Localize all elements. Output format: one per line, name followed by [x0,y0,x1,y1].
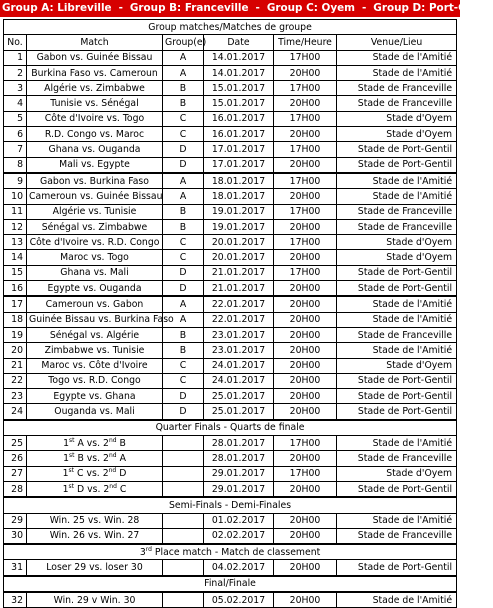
match-group: D [163,389,204,404]
match-group: D [163,265,204,280]
match-name: Cameroun vs. Guinée Bissau [27,189,163,204]
seed-ordinal: 2 [102,468,109,480]
match-number: 28 [4,481,27,497]
match-venue: Stade de Port-Gentil [337,281,457,297]
match-time: 20H00 [274,513,337,528]
match-venue: Stade d'Oyem [337,250,457,265]
match-name: Maroc vs. Côte d'Ivoire [27,358,163,373]
table-row [4,96,457,111]
match-name: Win. 29 v Win. 30 [27,592,163,608]
match-name: Côte d'Ivoire vs. Togo [27,111,163,126]
seed-ordinal: 1 [63,452,69,464]
match-date: 23.01.2017 [204,327,274,342]
seed-ordinal-suffix: nd [108,451,117,459]
table-row [4,265,457,280]
match-date: 14.01.2017 [204,50,274,65]
seed-group: C [76,468,84,480]
table-row [4,111,457,126]
match-number: 1 [4,50,27,65]
match-venue: Stade de l'Amitié [337,513,457,528]
match-group: D [163,157,204,173]
match-group-empty [163,451,204,466]
match-name: Gabon vs. Burkina Faso [27,173,163,189]
match-time: 17H00 [274,265,337,280]
seed-ordinal: 2 [103,437,109,449]
final-title-text: Final/Finale [204,578,256,590]
match-number: 29 [4,513,27,528]
match-number: 20 [4,343,27,358]
banner-group-3: Group C: Oyem [266,2,355,14]
match-group-empty [163,560,204,576]
banner-group-1: Group A: Libreville [2,2,112,14]
group-venues-banner [0,0,493,17]
third-place-title-text: Place match - Match de classement [151,546,321,558]
seed-ordinal-suffix: nd [108,436,117,444]
match-time: 20H00 [274,373,337,388]
match-time: 17H00 [274,204,337,219]
table-row [4,466,457,481]
match-date: 02.02.2017 [204,528,274,544]
match-time: 17H00 [274,142,337,157]
match-name: Ghana vs. Ouganda [27,142,163,157]
match-number: 19 [4,327,27,342]
match-group: B [163,81,204,96]
table-row [4,127,457,142]
table-row [4,204,457,219]
match-number: 23 [4,389,27,404]
match-number: 3 [4,81,27,96]
match-date: 23.01.2017 [204,343,274,358]
match-date: 21.01.2017 [204,265,274,280]
seed-ordinal-suffix: st [68,451,75,459]
match-venue: Stade de Port-Gentil [337,481,457,497]
match-venue: Stade de l'Amitié [337,65,457,80]
match-time: 20H00 [274,389,337,404]
match-venue: Stade de l'Amitié [337,50,457,65]
match-time: 20H00 [274,127,337,142]
quarter-finals-title-text: Quarter Finals - Quarts de finale [155,422,305,434]
match-date: 25.01.2017 [204,404,274,420]
match-time: 20H00 [274,281,337,297]
match-number: 17 [4,296,27,312]
match-venue: Stade de l'Amitié [337,343,457,358]
seed-group: A [119,452,126,464]
table-row [4,327,457,342]
table-row [4,373,457,388]
match-number: 5 [4,111,27,126]
match-number: 10 [4,189,27,204]
semi-finals-title-row [4,497,457,513]
match-venue: Stade de Franceville [337,96,457,111]
match-number: 31 [4,560,27,576]
match-venue: Stade de Port-Gentil [337,373,457,388]
quarter-finals-title-row [4,420,457,436]
match-date: 24.01.2017 [204,373,274,388]
table-row [4,312,457,327]
match-date: 28.01.2017 [204,451,274,466]
schedule-table [3,19,457,608]
table-row [4,404,457,420]
seed-group: D [76,483,85,495]
seed-ordinal-suffix: st [68,436,75,444]
seed-ordinal-suffix: nd [108,467,117,475]
match-name: Algérie vs. Zimbabwe [27,81,163,96]
table-row [4,65,457,80]
match-number: 6 [4,127,27,142]
group-matches-title-text: Group matches/Matches de groupe [148,21,312,33]
match-time: 20H00 [274,358,337,373]
match-time: 20H00 [274,592,337,608]
match-group: A [163,296,204,312]
match-date: 18.01.2017 [204,173,274,189]
match-name: 1st D vs. 2nd C [27,481,163,497]
match-time: 20H00 [274,481,337,497]
match-venue: Stade de Franceville [337,451,457,466]
match-group: C [163,373,204,388]
match-group-empty [163,436,204,451]
banner-group-4: Group D: Port-Gentil [373,2,493,14]
match-venue: Stade de Port-Gentil [337,404,457,420]
match-group: B [163,219,204,234]
table-row [4,528,457,544]
column-header: Venue/Lieu [337,35,457,50]
match-venue: Stade de Franceville [337,327,457,342]
table-row [4,81,457,96]
match-time: 20H00 [274,219,337,234]
seed-ordinal-suffix: st [68,467,75,475]
match-number: 30 [4,528,27,544]
match-time: 17H00 [274,50,337,65]
match-venue: Stade de Port-Gentil [337,389,457,404]
final-title-row [4,576,457,592]
banner-separator: - [361,2,367,14]
match-name: Sénégal vs. Zimbabwe [27,219,163,234]
match-date: 25.01.2017 [204,389,274,404]
match-group: C [163,235,204,250]
match-time: 20H00 [274,65,337,80]
match-name: 1st B vs. 2nd A [27,451,163,466]
table-row [4,157,457,173]
match-number: 25 [4,436,27,451]
match-venue: Stade de l'Amitié [337,173,457,189]
table-row [4,481,457,497]
match-group: B [163,343,204,358]
match-group-empty [163,528,204,544]
match-group: A [163,312,204,327]
match-time: 17H00 [274,173,337,189]
match-number: 27 [4,466,27,481]
match-date: 29.01.2017 [204,466,274,481]
match-group: A [163,65,204,80]
match-number: 22 [4,373,27,388]
match-group: D [163,404,204,420]
seed-group: A [77,437,84,449]
match-venue: Stade de l'Amitié [337,312,457,327]
table-row [4,142,457,157]
match-number: 4 [4,96,27,111]
match-time: 17H00 [274,111,337,126]
match-name: Côte d'Ivoire vs. R.D. Congo [27,235,163,250]
match-time: 17H00 [274,235,337,250]
match-venue: Stade de Franceville [337,81,457,96]
seed-group: B [119,437,126,449]
match-group: C [163,111,204,126]
match-group: A [163,189,204,204]
match-date: 29.01.2017 [204,481,274,497]
table-row [4,436,457,451]
third-place-ordinal-suffix: rd [145,545,152,553]
match-venue: Stade de Port-Gentil [337,560,457,576]
table-row [4,219,457,234]
table-row [4,189,457,204]
match-number: 14 [4,250,27,265]
match-date: 01.02.2017 [204,513,274,528]
match-venue: Stade de Franceville [337,528,457,544]
match-date: 16.01.2017 [204,127,274,142]
table-row [4,358,457,373]
match-name: 1st C vs. 2nd D [27,466,163,481]
match-number: 21 [4,358,27,373]
match-date: 17.01.2017 [204,157,274,173]
match-time: 20H00 [274,312,337,327]
table-row [4,451,457,466]
match-name: Maroc vs. Togo [27,250,163,265]
table-row [4,389,457,404]
match-venue: Stade de Port-Gentil [337,265,457,280]
table-row [4,250,457,265]
match-date: 20.01.2017 [204,235,274,250]
match-number: 13 [4,235,27,250]
match-name: Win. 25 vs. Win. 28 [27,513,163,528]
match-date: 19.01.2017 [204,219,274,234]
match-time: 20H00 [274,296,337,312]
match-group-empty [163,481,204,497]
match-time: 20H00 [274,404,337,420]
match-group-empty [163,466,204,481]
match-name: R.D. Congo vs. Maroc [27,127,163,142]
match-group: C [163,127,204,142]
match-venue: Stade de Franceville [337,219,457,234]
column-header: Date [204,35,274,50]
match-name: Ouganda vs. Mali [27,404,163,420]
match-time: 20H00 [274,327,337,342]
match-group: A [163,173,204,189]
banner-separator: - [255,2,260,14]
match-time: 17H00 [274,436,337,451]
match-number: 32 [4,592,27,608]
match-name: Tunisie vs. Sénégal [27,96,163,111]
match-venue: Stade d'Oyem [337,466,457,481]
match-number: 24 [4,404,27,420]
match-name: Zimbabwe vs. Tunisie [27,343,163,358]
column-header: No. [4,35,27,50]
banner-separator: - [118,2,123,14]
group-matches-title-row [4,20,457,35]
match-name: 1st A vs. 2nd B [27,436,163,451]
seed-ordinal: 2 [103,452,109,464]
match-group-empty [163,592,204,608]
match-date: 22.01.2017 [204,312,274,327]
match-venue: Stade de Port-Gentil [337,157,457,173]
third-place-ordinal: 3 [139,546,146,558]
match-time: 20H00 [274,451,337,466]
match-name: Sénégal vs. Algérie [27,327,163,342]
match-venue: Stade d'Oyem [337,235,457,250]
group-matches-title [4,20,457,35]
match-number: 26 [4,451,27,466]
match-name: Ghana vs. Mali [27,265,163,280]
match-number: 16 [4,281,27,297]
seed-ordinal: 2 [103,483,110,495]
final-title [4,576,457,592]
match-number: 18 [4,312,27,327]
match-date: 21.01.2017 [204,281,274,297]
seed-group: B [77,452,84,464]
match-time: 20H00 [274,528,337,544]
match-venue: Stade de l'Amitié [337,592,457,608]
header-row [4,35,457,50]
match-date: 15.01.2017 [204,81,274,96]
match-number: 7 [4,142,27,157]
match-date: 16.01.2017 [204,111,274,126]
semi-finals-title [4,497,457,513]
match-time: 20H00 [274,343,337,358]
match-number: 15 [4,265,27,280]
match-venue: Stade de Port-Gentil [337,142,457,157]
table-row [4,343,457,358]
table-row [4,513,457,528]
table-row [4,592,457,608]
match-number: 11 [4,204,27,219]
seed-group: C [119,483,127,495]
match-name: Egypte vs. Ouganda [27,281,163,297]
match-date: 20.01.2017 [204,250,274,265]
match-group-empty [163,513,204,528]
match-group: B [163,204,204,219]
seed-group: D [119,468,127,480]
match-time: 20H00 [274,96,337,111]
match-venue: Stade d'Oyem [337,111,457,126]
match-date: 24.01.2017 [204,358,274,373]
match-date: 28.01.2017 [204,436,274,451]
match-name: Guinée Bissau vs. Burkina Faso [27,312,163,327]
match-venue: Stade de l'Amitié [337,436,457,451]
match-name: Mali vs. Egypte [27,157,163,173]
match-number: 9 [4,173,27,189]
table-row [4,296,457,312]
column-header: Group(e) [163,35,204,50]
match-venue: Stade de l'Amitié [337,296,457,312]
semi-finals-title-text: Semi-Finals - Demi-Finales [169,499,292,511]
match-number: 12 [4,219,27,234]
match-name: Burkina Faso vs. Cameroun [27,65,163,80]
table-row [4,281,457,297]
match-group: C [163,250,204,265]
quarter-finals-title [4,420,457,436]
match-name: Gabon vs. Guinée Bissau [27,50,163,65]
third-place-title-row [4,544,457,560]
match-time: 20H00 [274,250,337,265]
match-group: D [163,281,204,297]
seed-ordinal: 1 [62,468,69,480]
table-row [4,235,457,250]
match-date: 18.01.2017 [204,189,274,204]
match-venue: Stade d'Oyem [337,358,457,373]
match-group: A [163,50,204,65]
match-number: 2 [4,65,27,80]
match-group: B [163,96,204,111]
match-date: 19.01.2017 [204,204,274,219]
seed-ordinal: 1 [63,437,69,449]
match-name: Loser 29 vs. loser 30 [27,560,163,576]
match-name: Algérie vs. Tunisie [27,204,163,219]
match-time: 20H00 [274,189,337,204]
match-date: 17.01.2017 [204,142,274,157]
match-venue: Stade de l'Amitié [337,189,457,204]
match-number: 8 [4,157,27,173]
match-name: Togo vs. R.D. Congo [27,373,163,388]
match-time: 17H00 [274,81,337,96]
match-date: 05.02.2017 [204,592,274,608]
match-venue: Stade d'Oyem [337,127,457,142]
match-venue: Stade de Franceville [337,204,457,219]
seed-ordinal: 1 [62,483,69,495]
seed-ordinal-suffix: nd [109,482,117,490]
banner-group-2: Group B: Franceville [129,2,249,14]
match-name: Egypte vs. Ghana [27,389,163,404]
table-row [4,560,457,576]
match-date: 14.01.2017 [204,65,274,80]
match-date: 22.01.2017 [204,296,274,312]
match-time: 20H00 [274,157,337,173]
match-date: 15.01.2017 [204,96,274,111]
match-time: 20H00 [274,560,337,576]
match-name: Win. 26 vs. Win. 27 [27,528,163,544]
table-row [4,173,457,189]
match-time: 17H00 [274,466,337,481]
match-group: C [163,358,204,373]
match-group: B [163,327,204,342]
third-place-title [4,544,457,560]
column-header: Match [27,35,163,50]
table-row [4,50,457,65]
column-header: Time/Heure [274,35,337,50]
match-name: Cameroun vs. Gabon [27,296,163,312]
match-group: D [163,142,204,157]
match-date: 04.02.2017 [204,560,274,576]
seed-ordinal-suffix: st [68,482,75,490]
